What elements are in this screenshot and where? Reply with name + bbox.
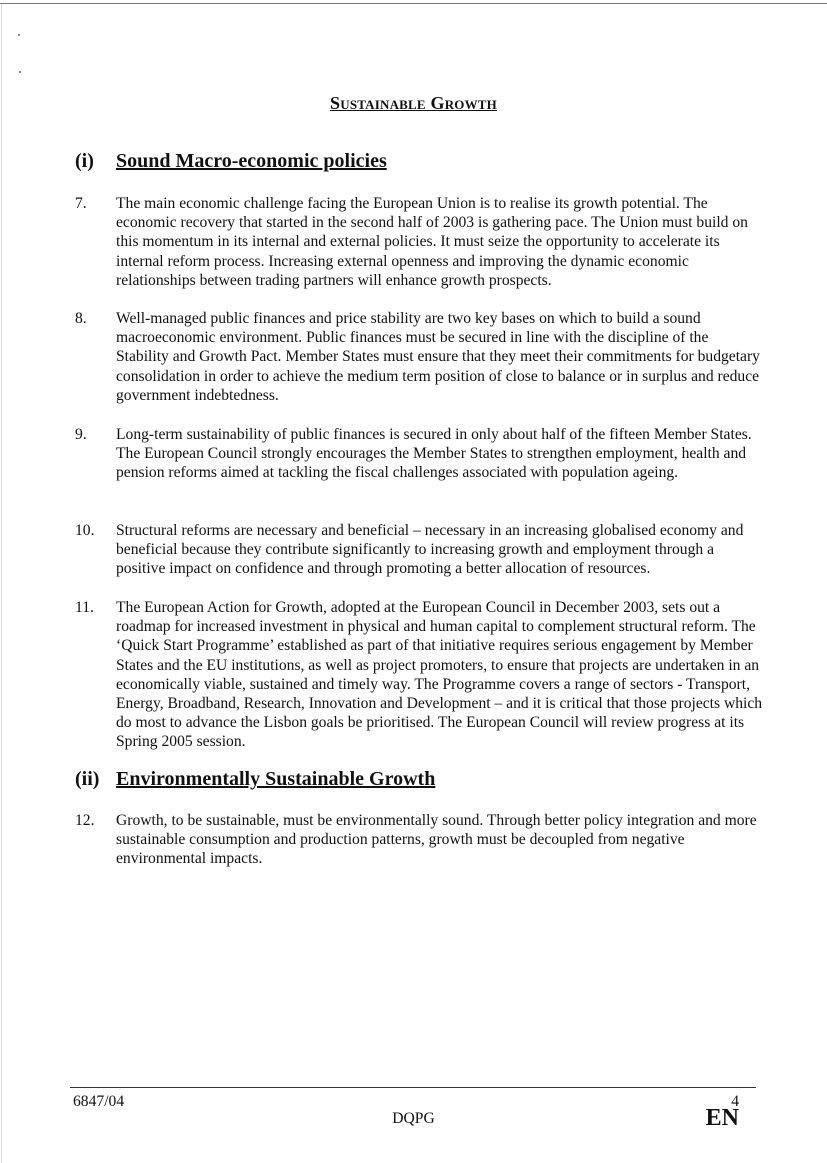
section-heading-1: [75, 150, 387, 173]
paragraph-text: Structural reforms are necessary and beneficial – necessary in an increasing globalised economy and beneficial because they contribute significantly to increasing growth and employment through a positive impact on confidence and through promoting a better allocation of resources.: [116, 522, 744, 578]
paragraph-number: 7.: [75, 195, 87, 212]
paragraph-text: Growth, to be sustainable, must be environmentally sound. Through better policy integration and more sustainable consumption and production patterns, growth must be decoupled from negative environmental impacts.: [116, 812, 757, 868]
paragraph-text: The main economic challenge facing the European Union is to realise its growth potential. The economic recovery that started in the second half of 2003 is gathering pace. The Union must build on this momentum in its internal and external policies. It must seize the opportunity to accelerate its internal reform process. Increasing external openness and improving the dynamic economic relationships between trading partners will enhance growth prospects.: [116, 195, 748, 289]
paragraph-number: 10.: [75, 522, 95, 539]
scan-speck: [18, 34, 20, 36]
paragraph-10: [75, 521, 765, 579]
section-heading-2: [75, 768, 435, 791]
left-border-line: [1, 4, 2, 1163]
section-title: Sound Macro-economic policies: [116, 150, 387, 172]
page-number: 4: [731, 1093, 739, 1110]
paragraph-text: The European Action for Growth, adopted at the European Council in December 2003, sets out a roadmap for increased investment in physical and human capital to complement structural reform. The ‘Quick Start Programme’ established as part of that initiative requires serious engagement by Member States and the EU institutions, as well as project promoters, to ensure that projects are undertaken in an economically viable, sustained and timely way. The Programme covers a range of sectors - Transport, Energy, Broadband, Research, Innovation and Development – and it is critical that those projects which do most to advance the Lisbon goals be prioritised. The European Council will review progress at its Spring 2005 session.: [116, 599, 763, 751]
scan-speck: [19, 71, 21, 73]
page-title: Sustainable Growth: [330, 93, 497, 113]
paragraph-number: 9.: [75, 426, 87, 443]
paragraph-number: 12.: [75, 812, 95, 829]
document-reference: 6847/04: [73, 1093, 125, 1110]
section-title: Environmentally Sustainable Growth: [116, 768, 436, 790]
section-number: (i): [75, 150, 94, 172]
paragraph-12: [75, 811, 765, 869]
language-code: EN: [705, 1105, 739, 1131]
top-border-line: [0, 3, 827, 4]
paragraph-8: [75, 309, 765, 405]
paragraph-number: 8.: [75, 310, 87, 327]
paragraph-text: Long-term sustainability of public finances is secured in only about half of the fifteen Member States. The European Council strongly encourages the Member States to strengthen employment, health and pension reforms aimed at tackling the fiscal challenges associated with population ageing.: [116, 426, 752, 482]
footer-divider: [70, 1087, 756, 1088]
paragraph-9: [75, 425, 765, 483]
paragraph-11: [75, 598, 765, 752]
paragraph-7: [75, 194, 765, 290]
department-code: DQPG: [392, 1110, 435, 1127]
paragraph-text: Well-managed public finances and price stability are two key bases on which to build a sound macroeconomic environment. Public finances must be secured in line with the discipline of the Stability and Growth Pact. Member States must ensure that they meet their commitments for budgetary consolidation in order to achieve the medium term position of close to balance or in surplus and reduce government indebtedness.: [116, 310, 760, 404]
paragraph-number: 11.: [75, 599, 94, 616]
section-number: (ii): [75, 768, 100, 790]
